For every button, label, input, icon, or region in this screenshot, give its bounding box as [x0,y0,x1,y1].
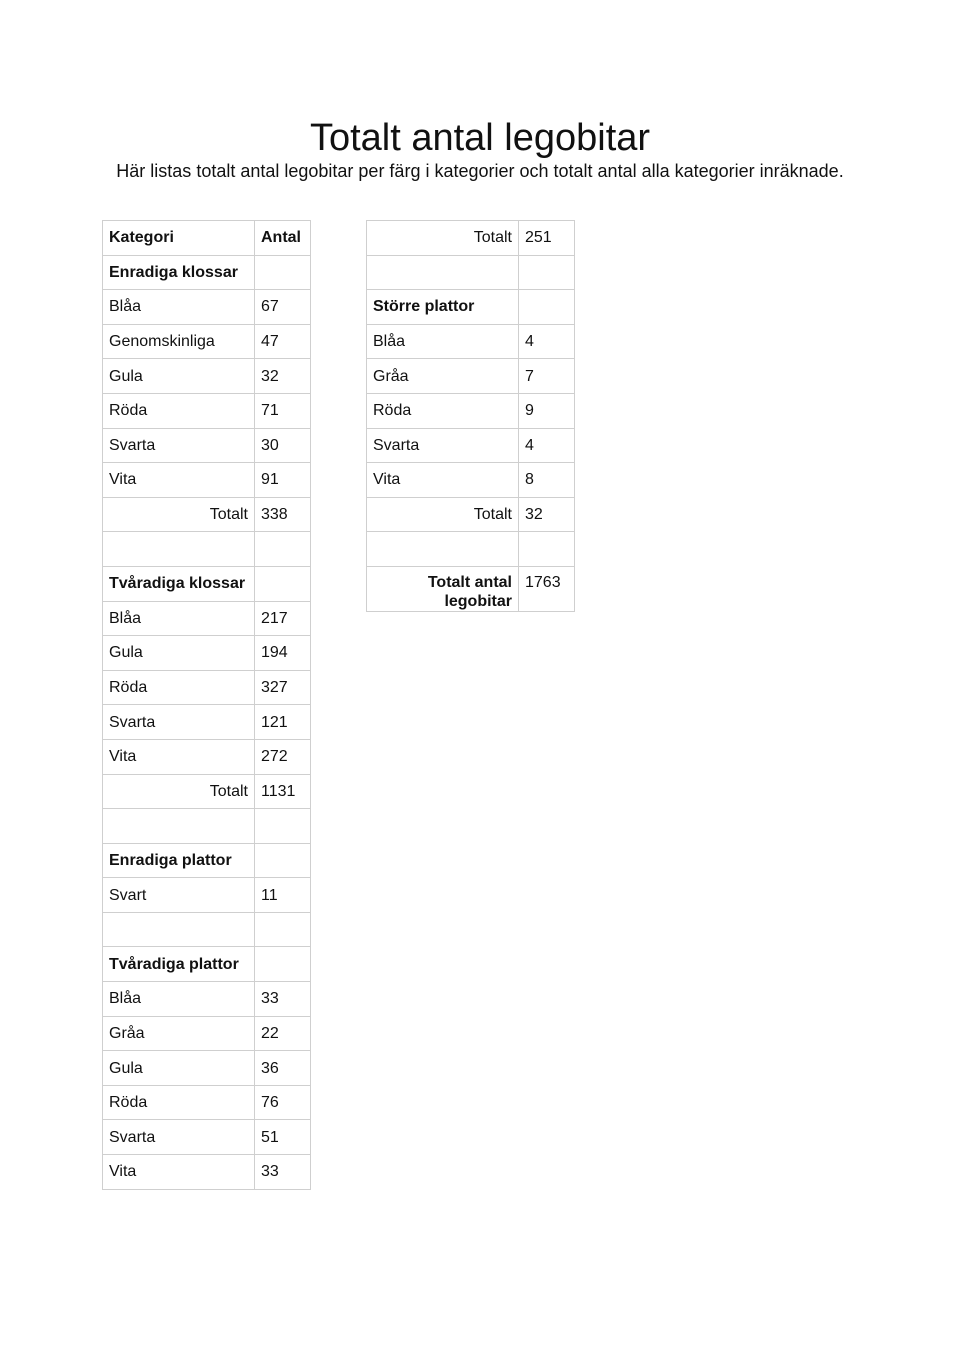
row-label: Röda [367,393,519,428]
table-row [103,1085,311,1120]
row-value: 121 [255,705,311,740]
section-heading: Enradiga plattor [103,843,255,878]
row-value: 217 [255,601,311,636]
table-row [103,290,311,325]
section-heading-row [103,843,311,878]
section-heading: Större plattor [367,290,519,325]
row-label: Blåa [103,982,255,1017]
grand-total-value: 1763 [519,566,575,611]
row-value: 71 [255,393,311,428]
row-label: Gråa [367,359,519,394]
table-row [103,636,311,671]
spacer-row [103,912,311,947]
table-row [103,982,311,1017]
row-label: Svarta [103,428,255,463]
row-label: Gula [103,359,255,394]
row-value: 7 [519,359,575,394]
left-table [102,220,311,1190]
table-row [367,324,575,359]
header-category: Kategori [103,221,255,256]
row-label: Gula [103,636,255,671]
section-heading-row [103,947,311,982]
empty-cell [367,255,519,290]
row-label: Blåa [103,290,255,325]
total-label: Totalt [103,774,255,809]
row-value: 47 [255,324,311,359]
empty-cell [255,947,311,982]
table-row [103,463,311,498]
section-heading: Tvåradiga plattor [103,947,255,982]
empty-cell [519,532,575,567]
row-label: Vita [103,1155,255,1190]
table-row [103,670,311,705]
table-row [367,428,575,463]
row-value: 4 [519,428,575,463]
empty-cell [103,912,255,947]
empty-cell [255,255,311,290]
total-value: 251 [519,221,575,256]
empty-cell [103,809,255,844]
empty-cell [255,566,311,601]
row-label: Gråa [103,1016,255,1051]
section-heading: Tvåradiga klossar [103,566,255,601]
row-value: 11 [255,878,311,913]
section-heading-row [103,255,311,290]
page-subtitle: Här listas totalt antal legobitar per färg i kategorier och totalt antal alla kategorier inräknade. [116,161,844,181]
row-label: Svarta [367,428,519,463]
spacer-row [103,809,311,844]
row-value: 36 [255,1051,311,1086]
row-value: 67 [255,290,311,325]
row-value: 76 [255,1085,311,1120]
empty-cell [255,532,311,567]
row-value: 272 [255,739,311,774]
table-row [103,1120,311,1155]
row-value: 33 [255,1155,311,1190]
total-value: 32 [519,497,575,532]
grand-total-row [367,566,575,611]
empty-cell [103,532,255,567]
row-label: Svart [103,878,255,913]
table-row [103,878,311,913]
page-title: Totalt antal legobitar [309,117,651,159]
row-value: 30 [255,428,311,463]
total-value: 1131 [255,774,311,809]
row-label: Blåa [103,601,255,636]
row-value: 32 [255,359,311,394]
total-row [103,774,311,809]
table-row [103,601,311,636]
row-label: Blåa [367,324,519,359]
empty-cell [255,809,311,844]
table-row [103,359,311,394]
row-value: 33 [255,982,311,1017]
empty-cell [255,843,311,878]
total-row [103,497,311,532]
row-value: 327 [255,670,311,705]
table-row [103,428,311,463]
row-label: Genomskinliga [103,324,255,359]
total-value: 338 [255,497,311,532]
total-row [367,221,575,256]
row-label: Vita [103,463,255,498]
total-label: Totalt [103,497,255,532]
section-heading-row [367,290,575,325]
table-row [103,1051,311,1086]
table-row [103,739,311,774]
total-label: Totalt [367,497,519,532]
row-label: Vita [367,463,519,498]
empty-cell [255,912,311,947]
row-value: 8 [519,463,575,498]
spacer-row [367,255,575,290]
spacer-row [367,532,575,567]
row-label: Svarta [103,1120,255,1155]
row-value: 4 [519,324,575,359]
table-row [103,324,311,359]
table-row [103,1155,311,1190]
row-value: 91 [255,463,311,498]
row-label: Röda [103,670,255,705]
row-label: Röda [103,393,255,428]
row-label: Röda [103,1085,255,1120]
grand-total-label: Totalt antal legobitar [367,566,519,611]
table-row [103,705,311,740]
table-row [367,393,575,428]
row-label: Gula [103,1051,255,1086]
table-row [103,393,311,428]
total-label: Totalt [367,221,519,256]
table-header-row [103,221,311,256]
section-heading-row [103,566,311,601]
table-row [367,463,575,498]
empty-cell [367,532,519,567]
row-value: 51 [255,1120,311,1155]
header-count: Antal [255,221,311,256]
row-label: Vita [103,739,255,774]
row-value: 194 [255,636,311,671]
row-value: 9 [519,393,575,428]
table-row [103,1016,311,1051]
row-label: Svarta [103,705,255,740]
empty-cell [519,255,575,290]
total-row [367,497,575,532]
section-heading: Enradiga klossar [103,255,255,290]
row-value: 22 [255,1016,311,1051]
spacer-row [103,532,311,567]
table-row [367,359,575,394]
empty-cell [519,290,575,325]
right-table [366,220,575,612]
